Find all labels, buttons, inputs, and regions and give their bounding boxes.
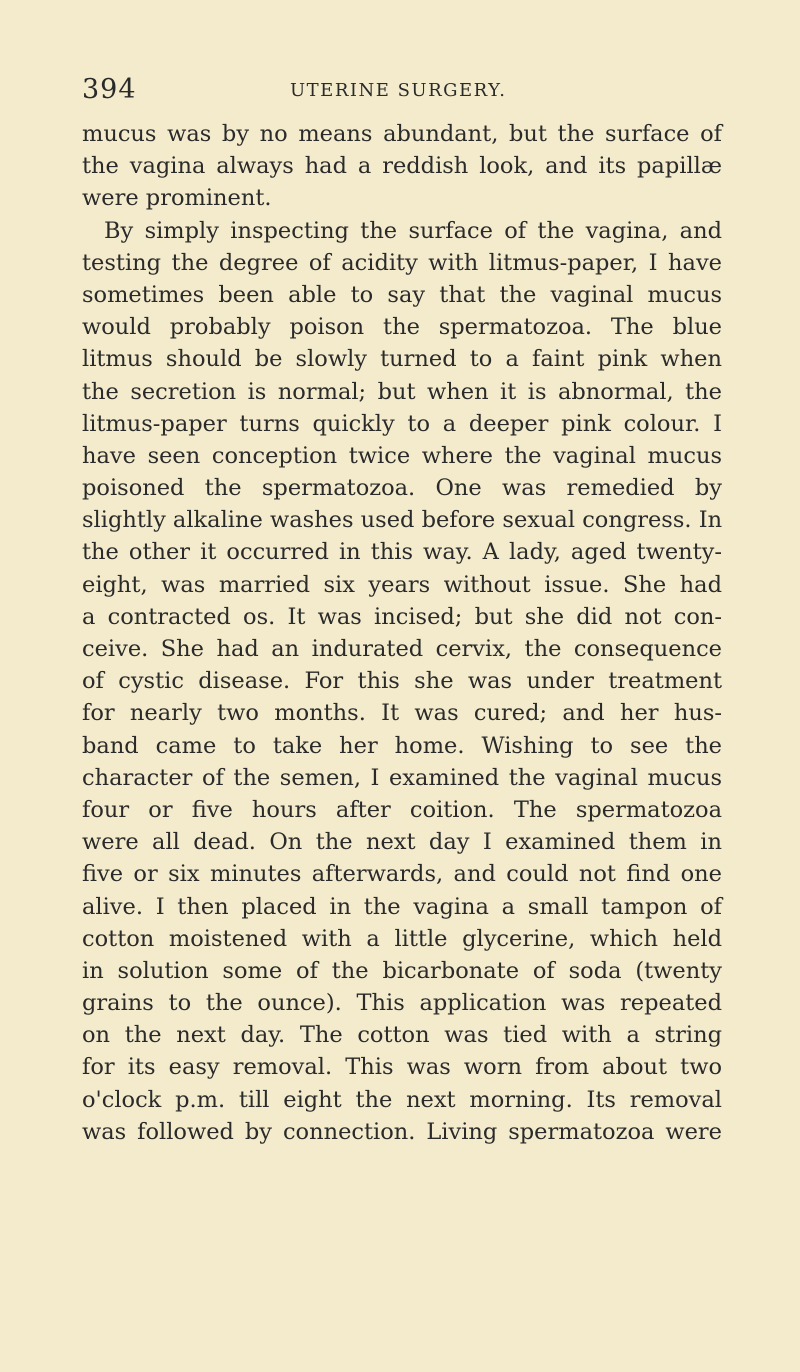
- text-line: were prominent.: [82, 185, 272, 212]
- text-line: were all dead. On the next day I examined them in: [82, 829, 722, 856]
- text-line: o'clock p.m. till eight the next morning. Its removal: [82, 1086, 722, 1113]
- text-line: cotton moistened with a little glycerine, which held: [82, 925, 722, 952]
- text-line: alive. I then placed in the vagina a small tampon of: [82, 893, 722, 920]
- text-line: litmus-paper turns quickly to a deeper pink colour. I: [82, 410, 722, 437]
- text-line: grains to the ounce). This application was repeated: [82, 990, 722, 1017]
- text-line: eight, was married six years without issue. She had: [82, 571, 722, 598]
- text-line: have seen conception twice where the vaginal mucus: [82, 442, 722, 469]
- text-line: character of the semen, I examined the vaginal mucus: [82, 764, 722, 791]
- body-text: [82, 118, 722, 1148]
- running-head: UTERINE SURGERY.: [290, 80, 507, 101]
- text-line: mucus was by no means abundant, but the surface of: [82, 121, 722, 147]
- text-line: the vagina always had a reddish look, and its papillæ: [82, 153, 722, 180]
- text-line: four or five hours after coition. The spermatozoa: [82, 796, 722, 823]
- page-header: [82, 74, 722, 114]
- text-line: five or six minutes afterwards, and could not find one: [82, 861, 722, 888]
- page-number: 394: [82, 74, 137, 105]
- text-line: was followed by connection. Living spermatozoa were: [82, 1118, 722, 1145]
- text-line: would probably poison the spermatozoa. The blue: [82, 314, 722, 341]
- text-line: poisoned the spermatozoa. One was remedied by: [82, 475, 722, 502]
- text-line: ceive. She had an indurated cervix, the consequence: [82, 636, 722, 662]
- text-line: litmus should be slowly turned to a faint pink when: [82, 346, 722, 373]
- text-line: for its easy removal. This was worn from about two: [82, 1054, 722, 1081]
- text-line: slightly alkaline washes used before sexual congress. In: [82, 507, 723, 534]
- text-line: sometimes been able to say that the vaginal mucus: [82, 281, 722, 308]
- text-line: testing the degree of acidity with litmus-paper, I have: [82, 249, 722, 276]
- text-line: in solution some of the bicarbonate of soda (twenty: [82, 957, 722, 984]
- text-line: on the next day. The cotton was tied with a string: [82, 1022, 722, 1049]
- text-line: for nearly two months. It was cured; and her hus-: [82, 700, 722, 727]
- text-line: the other it occurred in this way. A lady, aged twenty-: [82, 539, 722, 566]
- text-line: band came to take her home. Wishing to see the: [82, 732, 722, 759]
- text-line: a contracted os. It was incised; but she did not con-: [82, 603, 722, 630]
- text-line: the secretion is normal; but when it is abnormal, the: [82, 378, 722, 405]
- text-line: of cystic disease. For this she was under treatment: [82, 668, 722, 695]
- text-line: By simply inspecting the surface of the vagina, and: [104, 217, 722, 244]
